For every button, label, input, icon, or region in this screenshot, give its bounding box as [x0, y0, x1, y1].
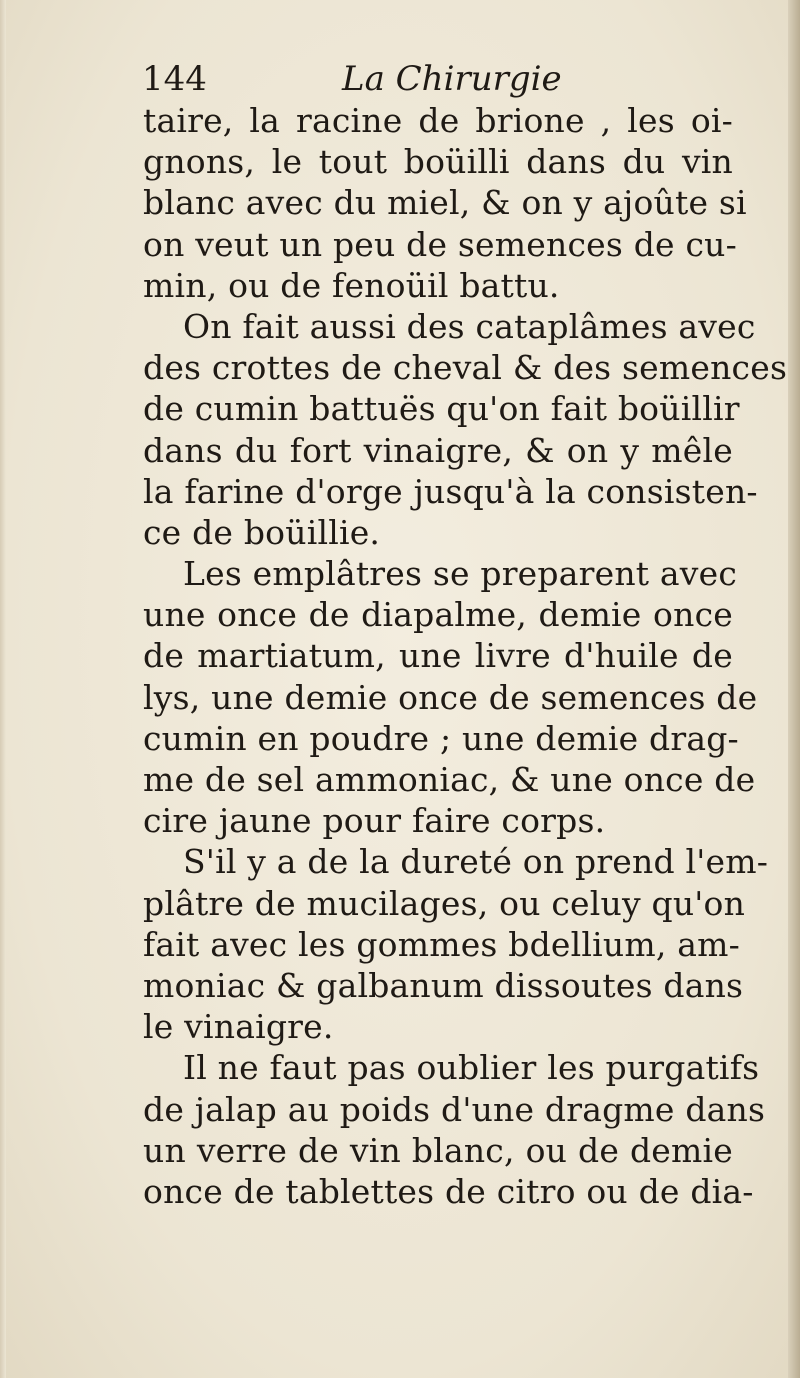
paragraph-start-line: Il ne faut pas oublier les purgatifs	[183, 1048, 760, 1088]
text-line: le vinaigre.	[143, 1007, 334, 1047]
text-line: cire jaune pour faire corps.	[143, 801, 606, 841]
text-line: moniac & galbanum dissoutes dans	[143, 965, 744, 1005]
text-line: des crottes de cheval & des semences	[143, 348, 788, 388]
body-text	[143, 100, 788, 1212]
text-line: on veut un peu de semences de cu-	[143, 224, 737, 264]
text-line: la farine d'orge jusqu'à la consisten-	[143, 471, 758, 511]
text-line: cumin en poudre ; une demie drag-	[143, 718, 739, 758]
text-line: de cumin battuës qu'on fait boüillir	[143, 389, 740, 429]
text-line: dans du fort vinaigre, & on y mêle	[143, 430, 733, 470]
paragraph-start-line: On fait aussi des cataplâmes avec	[183, 306, 756, 346]
text-line: de jalap au poids d'une dragme dans	[143, 1089, 766, 1129]
text-line: une once de diapalme, demie once	[143, 595, 733, 635]
text-line: once de tablettes de citro ou de dia-	[143, 1171, 754, 1211]
text-line: fait avec les gommes bdellium, am-	[143, 924, 740, 964]
page-header	[142, 56, 742, 102]
text-line: ce de boüillie.	[143, 512, 381, 552]
running-title: La Chirurgie	[342, 59, 562, 99]
text-line: gnons, le tout boüilli dans du vin	[143, 142, 733, 182]
paragraph-start-line: Les emplâtres se preparent avec	[183, 554, 738, 594]
page-right-edge	[788, 0, 800, 1378]
text-line: min, ou de fenoüil battu.	[143, 265, 560, 305]
paragraph-start-line: S'il y a de la dureté on prend l'em-	[183, 842, 769, 882]
page-left-edge	[0, 0, 6, 1378]
text-line: plâtre de mucilages, ou celuy qu'on	[143, 883, 746, 923]
text-line: de martiatum, une livre d'huile de	[143, 636, 733, 676]
text-line: blanc avec du miel, & on y ajoûte si	[143, 183, 747, 223]
page-number: 144	[142, 59, 207, 99]
text-line: lys, une demie once de semences de	[143, 677, 758, 717]
text-line: me de sel ammoniac, & une once de	[143, 760, 756, 799]
text-line: taire, la racine de brione , les oi-	[143, 101, 733, 140]
text-line: un verre de vin blanc, ou de demie	[143, 1130, 733, 1170]
